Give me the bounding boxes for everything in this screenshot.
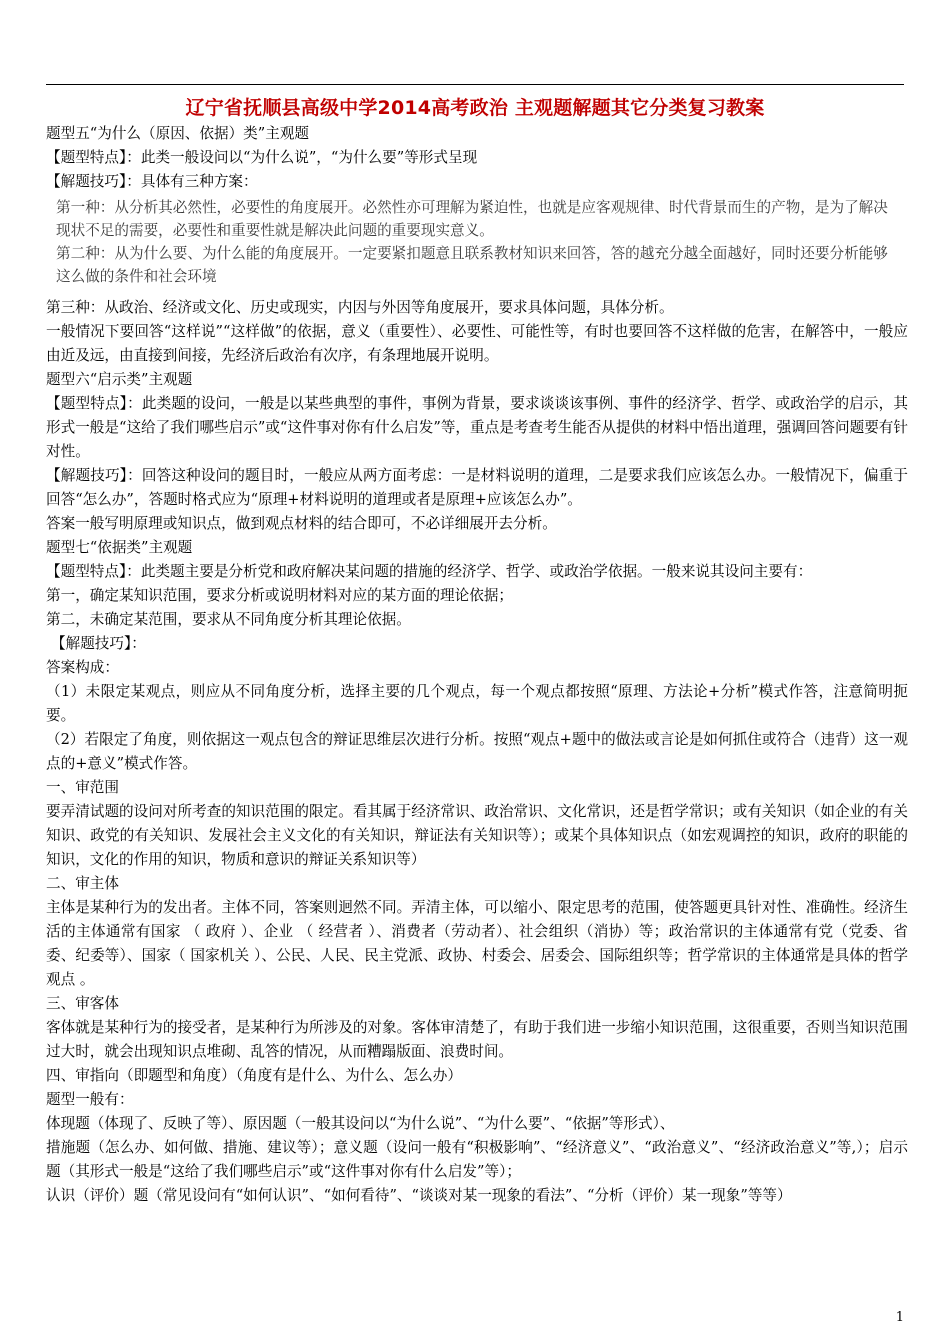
paragraph: （1）未限定某观点，则应从不同角度分析，选择主要的几个观点，每一个观点都按照“原理、方法论+分析”模式作答，注意简明扼要。	[46, 683, 908, 724]
paragraph: 措施题（怎么办、如何做、措施、建议等）；意义题（设问一般有“积极影响”、“经济意义”、“政治意义”、“经济政治意义”等,）；启示题（其形式一般是“这给了我们哪些启示”或“这件事对你有什么启发”等）；	[46, 1139, 908, 1180]
paragraph: 【解题技巧】：	[51, 635, 146, 652]
paragraph: 体现题（体现了、反映了等）、原因题（一般其设问以“为什么说”、“为什么要”、“依据”等形式）、	[46, 1115, 675, 1132]
paragraph: 主体是某种行为的发出者。主体不同，答案则迥然不同。弄清主体，可以缩小、限定思考的范围，使答题更具针对性、准确性。经济生活的主体通常有国家 （ 政府 ）、企业 （ 经营者 ）、消费者（劳动者）、社会组织（消协）等；政治常识的主体通常有党（党委、省委、纪委等）、国家（ 国家机关 ）、公民、人民、民主党派、政协、村委会、居委会、国际组织等；哲学常识的主体通常是具体的哲学观点 。	[46, 899, 908, 988]
section-heading: 二、审主体	[46, 875, 119, 892]
section-heading: 题型七“依据类”主观题	[46, 539, 193, 556]
section-heading: 题型六“启示类”主观题	[46, 371, 193, 388]
paragraph: 要弄清试题的设问对所考查的知识范围的限定。看其属于经济常识、政治常识、文化常识，还是哲学常识；或有关知识（如企业的有关知识、政党的有关知识、发展社会主义文化的有关知识，辩证法有关知识等）；或某个具体知识点（如宏观调控的知识，政府的职能的知识，文化的作用的知识，物质和意识的辩证关系知识等）	[46, 803, 908, 868]
paragraph: 认识（评价）题（常见设问有“如何认识”、“如何看待”、“谈谈对某一现象的看法”、“分析（评价）某一现象”等等）	[46, 1187, 792, 1204]
page-number: 1	[895, 1310, 904, 1325]
document-body	[46, 122, 908, 1208]
section-heading: 题型五“为什么（原因、依据）类”主观题	[46, 125, 310, 142]
paragraph: 【解题技巧】：具体有三种方案：	[46, 173, 258, 190]
paragraph: 一般情况下要回答“这样说”“这样做”的依据，意义（重要性）、必要性、可能性等，有时也要回答不这样做的危害，在解答中，一般应由近及远，由直接到间接，先经济后政治有次序，有条理地展开说明。	[46, 323, 908, 364]
header-rule	[46, 84, 904, 85]
scanned-insert	[46, 196, 908, 288]
paragraph: 题型一般有：	[46, 1091, 134, 1108]
paragraph: 答案一般写明原理或知识点，做到观点材料的结合即可，不必详细展开去分析。	[46, 515, 557, 532]
paragraph: 第二，未确定某范围，要求从不同角度分析其理论依据。	[46, 611, 411, 628]
paragraph: 第三种：从政治、经济或文化、历史或现实，内因与外因等角度展开，要求具体问题，具体分析。	[46, 299, 674, 316]
paragraph: 【题型特点】：此类题的设问，一般是以某些典型的事件，事例为背景，要求谈谈该事例、事件的经济学、哲学、或政治学的启示，其形式一般是“这给了我们哪些启示”或“这件事对你有什么启发”等，重点是考查考生能否从提供的材料中悟出道理，强调回答问题要有针对性。	[46, 395, 908, 460]
document-title: 辽宁省抚顺县高级中学2014高考政治 主观题解题其它分类复习教案	[185, 97, 765, 119]
paragraph: 【解题技巧】：回答这种设问的题目时，一般应从两方面考虑：一是材料说明的道理，二是要求我们应该怎么办。一般情况下，偏重于回答“怎么办”，答题时格式应为“原理+材料说明的道理或者是原理+应该怎么办”。	[46, 467, 908, 508]
section-heading: 四、审指向（即题型和角度）（角度有是什么、为什么、怎么办）	[46, 1067, 462, 1084]
paragraph: 答案构成：	[46, 659, 119, 676]
paragraph: 【题型特点】：此类一般设问以“为什么说”，“为什么要”等形式呈现	[46, 149, 478, 166]
paragraph: （2）若限定了角度，则依据这一观点包含的辩证思维层次进行分析。按照“观点+题中的做法或言论是如何抓住或符合（违背）这一观点的+意义”模式作答。	[46, 731, 908, 772]
paragraph: 【题型特点】：此类题主要是分析党和政府解决某问题的措施的经济学、哲学、或政治学依据。一般来说其设问主要有：	[46, 563, 813, 580]
paragraph: 第一，确定某知识范围，要求分析或说明材料对应的某方面的理论依据；	[46, 587, 514, 604]
paragraph: 第二种：从为什么要、为什么能的角度展开。一定要紧扣题意且联系教材知识来回答，答的越充分越全面越好，同时还要分析能够这么做的条件和社会环境	[56, 245, 888, 285]
section-heading: 三、审客体	[46, 995, 119, 1012]
paragraph: 第一种：从分析其必然性，必要性的角度展开。必然性亦可理解为紧迫性，也就是应客观规律、时代背景而生的产物，是为了解决现状不足的需要，必要性和重要性就是解决此问题的重要现实意义。	[56, 199, 888, 239]
paragraph: 客体就是某种行为的接受者，是某种行为所涉及的对象。客体审清楚了，有助于我们进一步缩小知识范围，这很重要，否则当知识范围过大时，就会出现知识点堆砌、乱答的情况，从而糟蹋版面、浪费时间。	[46, 1019, 908, 1060]
section-heading: 一、审范围	[46, 779, 119, 796]
